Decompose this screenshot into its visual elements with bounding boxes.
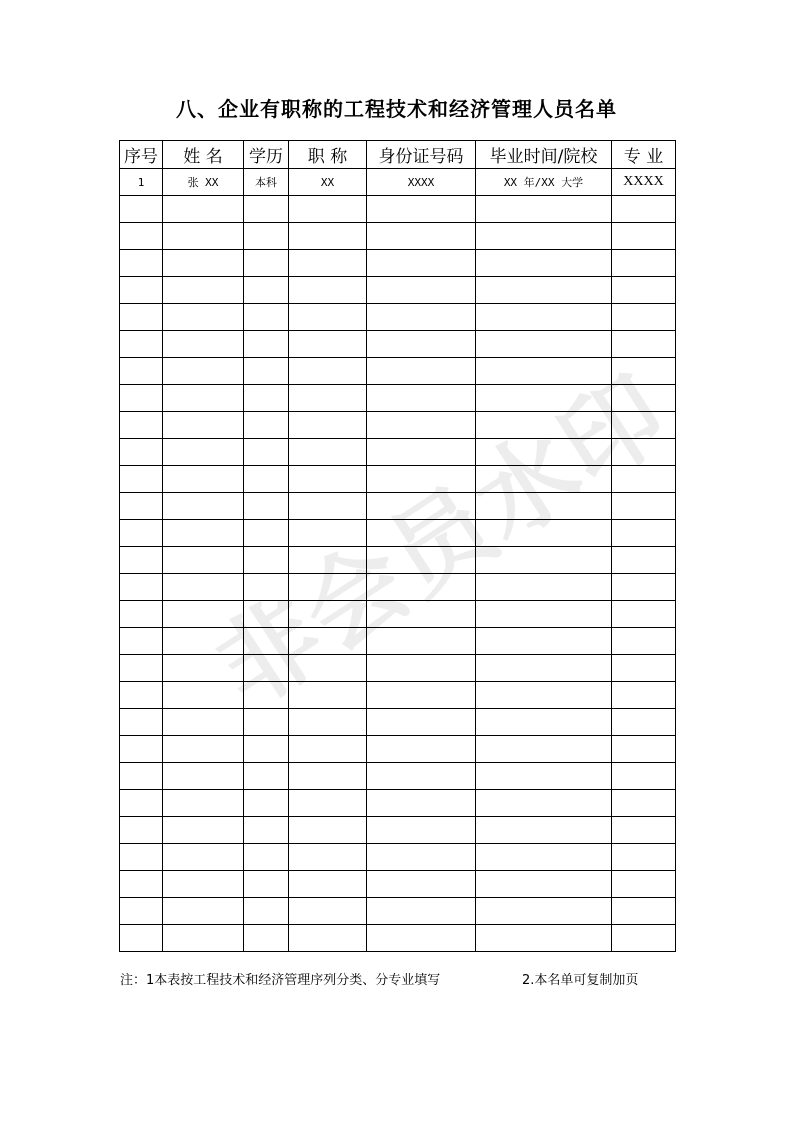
cell-index-empty bbox=[120, 439, 163, 466]
cell-name-empty bbox=[163, 763, 244, 790]
cell-title-empty bbox=[289, 466, 367, 493]
cell-id-number-empty bbox=[367, 925, 476, 952]
cell-graduation-empty bbox=[476, 628, 612, 655]
cell-major-empty bbox=[612, 223, 676, 250]
cell-id-number-empty bbox=[367, 547, 476, 574]
cell-education-empty bbox=[244, 628, 289, 655]
table-row-empty bbox=[120, 574, 676, 601]
note-1: 注：1本表按工程技术和经济管理序列分类、分专业填写 bbox=[120, 973, 441, 988]
cell-graduation-empty bbox=[476, 439, 612, 466]
header-index: 序号 bbox=[120, 141, 163, 169]
cell-graduation-empty bbox=[476, 223, 612, 250]
cell-education-empty bbox=[244, 898, 289, 925]
cell-major-empty bbox=[612, 493, 676, 520]
cell-index-empty bbox=[120, 736, 163, 763]
cell-name-empty bbox=[163, 871, 244, 898]
table-row-empty bbox=[120, 196, 676, 223]
cell-title-empty bbox=[289, 331, 367, 358]
cell-id-number-empty bbox=[367, 736, 476, 763]
cell-graduation-empty bbox=[476, 682, 612, 709]
cell-index-empty bbox=[120, 925, 163, 952]
watermark: 非会员水印 bbox=[196, 353, 688, 729]
cell-education-empty bbox=[244, 682, 289, 709]
cell-name-empty bbox=[163, 844, 244, 871]
cell-title-empty bbox=[289, 223, 367, 250]
cell-title-empty bbox=[289, 790, 367, 817]
cell-major-empty bbox=[612, 601, 676, 628]
cell-major-empty bbox=[612, 790, 676, 817]
cell-index-empty bbox=[120, 547, 163, 574]
table-row-empty bbox=[120, 655, 676, 682]
cell-id-number-empty bbox=[367, 466, 476, 493]
cell-id-number-empty bbox=[367, 223, 476, 250]
cell-id-number-empty bbox=[367, 277, 476, 304]
cell-graduation-empty bbox=[476, 277, 612, 304]
cell-major-empty bbox=[612, 709, 676, 736]
cell-education-empty bbox=[244, 466, 289, 493]
page-title: 八、企业有职称的工程技术和经济管理人员名单 bbox=[176, 97, 617, 121]
cell-education-empty bbox=[244, 925, 289, 952]
cell-id-number-empty bbox=[367, 709, 476, 736]
cell-name-empty bbox=[163, 331, 244, 358]
cell-index-empty bbox=[120, 250, 163, 277]
cell-education-empty bbox=[244, 250, 289, 277]
table-row-empty bbox=[120, 520, 676, 547]
cell-name-empty bbox=[163, 601, 244, 628]
cell-index-empty bbox=[120, 466, 163, 493]
cell-education-empty bbox=[244, 277, 289, 304]
cell-title-empty bbox=[289, 871, 367, 898]
cell-graduation-empty bbox=[476, 250, 612, 277]
cell-name-empty bbox=[163, 466, 244, 493]
cell-graduation-empty bbox=[476, 520, 612, 547]
cell-id-number-empty bbox=[367, 790, 476, 817]
cell-index-empty bbox=[120, 763, 163, 790]
cell-id-number-empty bbox=[367, 196, 476, 223]
cell-education-empty bbox=[244, 493, 289, 520]
cell-title-empty bbox=[289, 601, 367, 628]
cell-index-empty bbox=[120, 682, 163, 709]
table-row-empty bbox=[120, 736, 676, 763]
cell-title-empty bbox=[289, 547, 367, 574]
cell-education-empty bbox=[244, 358, 289, 385]
cell-major-empty bbox=[612, 736, 676, 763]
cell-name-empty bbox=[163, 385, 244, 412]
cell-graduation-empty bbox=[476, 412, 612, 439]
table-row-empty bbox=[120, 277, 676, 304]
table-row-empty bbox=[120, 250, 676, 277]
table-row-empty bbox=[120, 844, 676, 871]
table-row-empty bbox=[120, 493, 676, 520]
cell-education-empty bbox=[244, 736, 289, 763]
cell-name-empty bbox=[163, 736, 244, 763]
cell-title-empty bbox=[289, 412, 367, 439]
cell-graduation-empty bbox=[476, 493, 612, 520]
cell-graduation-empty bbox=[476, 547, 612, 574]
cell-title-empty bbox=[289, 520, 367, 547]
cell-education-empty bbox=[244, 871, 289, 898]
cell-title-empty bbox=[289, 925, 367, 952]
cell-title: XX bbox=[289, 169, 367, 196]
cell-education-empty bbox=[244, 763, 289, 790]
header-name: 姓 名 bbox=[163, 141, 244, 169]
table-row-empty bbox=[120, 223, 676, 250]
cell-index-empty bbox=[120, 898, 163, 925]
cell-graduation-empty bbox=[476, 925, 612, 952]
cell-education-empty bbox=[244, 412, 289, 439]
cell-graduation-empty bbox=[476, 763, 612, 790]
cell-major-empty bbox=[612, 763, 676, 790]
cell-id-number: XXXX bbox=[367, 169, 476, 196]
cell-major-empty bbox=[612, 196, 676, 223]
table-row-empty bbox=[120, 763, 676, 790]
cell-title-empty bbox=[289, 277, 367, 304]
cell-graduation-empty bbox=[476, 655, 612, 682]
cell-major-empty bbox=[612, 574, 676, 601]
cell-education-empty bbox=[244, 331, 289, 358]
table-row-empty bbox=[120, 790, 676, 817]
staff-table bbox=[119, 140, 688, 952]
cell-name-empty bbox=[163, 709, 244, 736]
cell-title-empty bbox=[289, 304, 367, 331]
cell-id-number-empty bbox=[367, 763, 476, 790]
table-row-empty bbox=[120, 385, 676, 412]
header-graduation: 毕业时间/院校 bbox=[476, 141, 612, 169]
cell-education-empty bbox=[244, 385, 289, 412]
cell-id-number-empty bbox=[367, 844, 476, 871]
cell-graduation-empty bbox=[476, 601, 612, 628]
cell-index-empty bbox=[120, 196, 163, 223]
table-row-empty bbox=[120, 304, 676, 331]
cell-major-empty bbox=[612, 547, 676, 574]
cell-title-empty bbox=[289, 736, 367, 763]
cell-major-empty bbox=[612, 844, 676, 871]
cell-education: 本科 bbox=[244, 169, 289, 196]
cell-graduation-empty bbox=[476, 790, 612, 817]
table-row-empty bbox=[120, 898, 676, 925]
cell-name-empty bbox=[163, 304, 244, 331]
cell-index-empty bbox=[120, 385, 163, 412]
table-row-empty bbox=[120, 871, 676, 898]
cell-education-empty bbox=[244, 790, 289, 817]
cell-graduation-empty bbox=[476, 331, 612, 358]
cell-index-empty bbox=[120, 601, 163, 628]
cell-name-empty bbox=[163, 358, 244, 385]
cell-name-empty bbox=[163, 250, 244, 277]
cell-major-empty bbox=[612, 898, 676, 925]
cell-title-empty bbox=[289, 817, 367, 844]
cell-id-number-empty bbox=[367, 628, 476, 655]
cell-title-empty bbox=[289, 196, 367, 223]
cell-education-empty bbox=[244, 196, 289, 223]
cell-name-empty bbox=[163, 439, 244, 466]
cell-major-empty bbox=[612, 277, 676, 304]
cell-id-number-empty bbox=[367, 331, 476, 358]
table-row-empty bbox=[120, 331, 676, 358]
cell-major-empty bbox=[612, 520, 676, 547]
cell-index-empty bbox=[120, 628, 163, 655]
table-row-empty bbox=[120, 628, 676, 655]
cell-title-empty bbox=[289, 439, 367, 466]
table-row-empty bbox=[120, 601, 676, 628]
cell-index-empty bbox=[120, 790, 163, 817]
cell-name-empty bbox=[163, 574, 244, 601]
cell-education-empty bbox=[244, 574, 289, 601]
cell-graduation-empty bbox=[476, 385, 612, 412]
cell-major: XXXX bbox=[612, 169, 676, 196]
cell-index: 1 bbox=[120, 169, 163, 196]
cell-id-number-empty bbox=[367, 493, 476, 520]
cell-education-empty bbox=[244, 844, 289, 871]
cell-major-empty bbox=[612, 817, 676, 844]
cell-graduation-empty bbox=[476, 871, 612, 898]
cell-name: 张 XX bbox=[163, 169, 244, 196]
cell-title-empty bbox=[289, 358, 367, 385]
cell-index-empty bbox=[120, 331, 163, 358]
cell-title-empty bbox=[289, 385, 367, 412]
cell-id-number-empty bbox=[367, 439, 476, 466]
cell-title-empty bbox=[289, 655, 367, 682]
cell-education-empty bbox=[244, 223, 289, 250]
cell-graduation-empty bbox=[476, 844, 612, 871]
cell-name-empty bbox=[163, 925, 244, 952]
table-row-empty bbox=[120, 466, 676, 493]
table-row-empty bbox=[120, 358, 676, 385]
cell-id-number-empty bbox=[367, 358, 476, 385]
table-row bbox=[120, 169, 676, 196]
note-2: 2.本名单可复制加页 bbox=[522, 973, 639, 988]
cell-title-empty bbox=[289, 763, 367, 790]
cell-graduation-empty bbox=[476, 304, 612, 331]
table-body bbox=[120, 169, 688, 952]
cell-index-empty bbox=[120, 493, 163, 520]
cell-name-empty bbox=[163, 196, 244, 223]
cell-title-empty bbox=[289, 898, 367, 925]
cell-education-empty bbox=[244, 520, 289, 547]
table-header-row bbox=[120, 141, 676, 169]
cell-index-empty bbox=[120, 871, 163, 898]
cell-graduation-empty bbox=[476, 817, 612, 844]
cell-name-empty bbox=[163, 817, 244, 844]
cell-major-empty bbox=[612, 925, 676, 952]
cell-id-number-empty bbox=[367, 385, 476, 412]
cell-title-empty bbox=[289, 709, 367, 736]
header-education: 学历 bbox=[244, 141, 289, 169]
header-id-number: 身份证号码 bbox=[367, 141, 476, 169]
cell-major-empty bbox=[612, 439, 676, 466]
cell-index-empty bbox=[120, 574, 163, 601]
table-row-empty bbox=[120, 682, 676, 709]
cell-graduation-empty bbox=[476, 736, 612, 763]
cell-education-empty bbox=[244, 304, 289, 331]
cell-name-empty bbox=[163, 277, 244, 304]
cell-id-number-empty bbox=[367, 601, 476, 628]
table-row-empty bbox=[120, 709, 676, 736]
header-title: 职 称 bbox=[289, 141, 367, 169]
cell-graduation-empty bbox=[476, 358, 612, 385]
cell-major-empty bbox=[612, 412, 676, 439]
cell-id-number-empty bbox=[367, 250, 476, 277]
cell-major-empty bbox=[612, 628, 676, 655]
cell-name-empty bbox=[163, 412, 244, 439]
cell-major-empty bbox=[612, 358, 676, 385]
cell-id-number-empty bbox=[367, 412, 476, 439]
cell-index-empty bbox=[120, 817, 163, 844]
cell-major-empty bbox=[612, 331, 676, 358]
cell-name-empty bbox=[163, 682, 244, 709]
cell-name-empty bbox=[163, 547, 244, 574]
cell-title-empty bbox=[289, 493, 367, 520]
cell-major-empty bbox=[612, 655, 676, 682]
cell-title-empty bbox=[289, 574, 367, 601]
cell-index-empty bbox=[120, 223, 163, 250]
cell-index-empty bbox=[120, 520, 163, 547]
cell-major-empty bbox=[612, 871, 676, 898]
cell-id-number-empty bbox=[367, 898, 476, 925]
cell-title-empty bbox=[289, 628, 367, 655]
cell-graduation-empty bbox=[476, 898, 612, 925]
cell-graduation-empty bbox=[476, 709, 612, 736]
cell-graduation-empty bbox=[476, 466, 612, 493]
cell-education-empty bbox=[244, 601, 289, 628]
cell-name-empty bbox=[163, 223, 244, 250]
cell-index-empty bbox=[120, 358, 163, 385]
cell-index-empty bbox=[120, 412, 163, 439]
cell-index-empty bbox=[120, 655, 163, 682]
cell-major-empty bbox=[612, 682, 676, 709]
cell-title-empty bbox=[289, 250, 367, 277]
cell-index-empty bbox=[120, 844, 163, 871]
cell-education-empty bbox=[244, 709, 289, 736]
table-row-empty bbox=[120, 412, 676, 439]
cell-id-number-empty bbox=[367, 574, 476, 601]
cell-graduation: XX 年/XX 大学 bbox=[476, 169, 612, 196]
cell-name-empty bbox=[163, 790, 244, 817]
table-row-empty bbox=[120, 817, 676, 844]
cell-major-empty bbox=[612, 385, 676, 412]
cell-index-empty bbox=[120, 709, 163, 736]
cell-major-empty bbox=[612, 250, 676, 277]
cell-index-empty bbox=[120, 304, 163, 331]
cell-education-empty bbox=[244, 817, 289, 844]
cell-major-empty bbox=[612, 304, 676, 331]
cell-title-empty bbox=[289, 682, 367, 709]
cell-id-number-empty bbox=[367, 304, 476, 331]
table-row-empty bbox=[120, 547, 676, 574]
cell-id-number-empty bbox=[367, 871, 476, 898]
cell-title-empty bbox=[289, 844, 367, 871]
header-major: 专 业 bbox=[612, 141, 676, 169]
cell-education-empty bbox=[244, 655, 289, 682]
cell-name-empty bbox=[163, 493, 244, 520]
cell-id-number-empty bbox=[367, 817, 476, 844]
cell-id-number-empty bbox=[367, 520, 476, 547]
table-row-empty bbox=[120, 925, 676, 952]
cell-name-empty bbox=[163, 655, 244, 682]
cell-id-number-empty bbox=[367, 655, 476, 682]
cell-index-empty bbox=[120, 277, 163, 304]
cell-graduation-empty bbox=[476, 574, 612, 601]
cell-major-empty bbox=[612, 466, 676, 493]
cell-name-empty bbox=[163, 628, 244, 655]
cell-name-empty bbox=[163, 520, 244, 547]
cell-education-empty bbox=[244, 439, 289, 466]
cell-name-empty bbox=[163, 898, 244, 925]
cell-education-empty bbox=[244, 547, 289, 574]
cell-graduation-empty bbox=[476, 196, 612, 223]
cell-id-number-empty bbox=[367, 682, 476, 709]
table-row-empty bbox=[120, 439, 676, 466]
